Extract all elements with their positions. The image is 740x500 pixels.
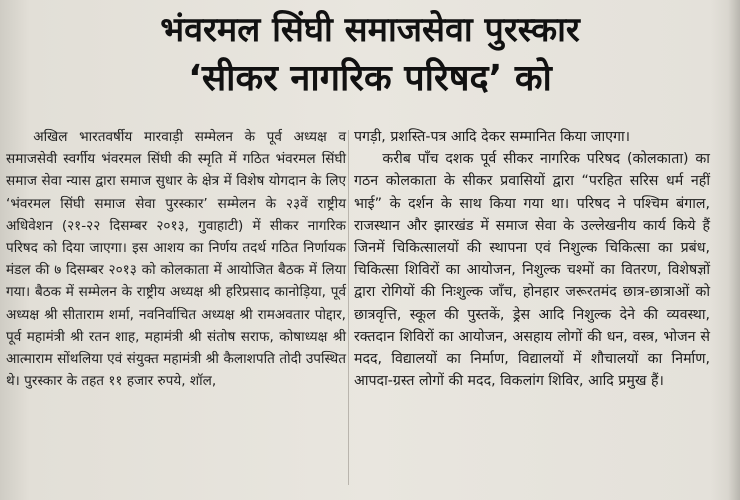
headline-line-1: भंवरमल सिंघी समाजसेवा पुरस्कार	[160, 10, 580, 50]
column-divider	[348, 130, 349, 485]
right-column-paragraph-2: करीब पाँच दशक पूर्व सीकर नागरिक परिषद (कोलकाता) का गठन कोलकाता के सीकर प्रवासियों द्वारा “परहित सरिस धर्म नहीं भाई” के दर्शन के साथ किया गया था। परिषद ने पश्चिम बंगाल, राजस्थान और झारखंड में समाज सेवा के उल्लेखनीय कार्य किये हैं जिनमें चिकित्सालयों की स्थापना एवं निशुल्क चिकित्सा का प्रबंध, चिकित्सा शिविरों का आयोजन, निशुल्क चश्मों का वितरण, विशेषज्ञों द्वारा रोगियों की निःशुल्क जाँच, होनहार जरूरतमंद छात्र-छात्राओं को छात्रवृत्ति, स्कूल की पुस्तकें, ड्रेस आदि निशुल्क देने की व्यवस्था, रक्तदान शिविरों का आयोजन, असहाय लोगों की धन, वस्त्र, भोजन से मदद, विद्यालयों का निर्माण, विद्यालयों में शौचालयों का निर्माण, आपदा-ग्रस्त लोगों की मदद, विकलांग शिविर, आदि प्रमुख हैं।	[354, 151, 710, 390]
left-column-text: अखिल भारतवर्षीय मारवाड़ी सम्मेलन के पूर्व अध्यक्ष व समाजसेवी स्वर्गीय भंवरमल सिंघी की स्मृति में गठित भंवरमल सिंघी समाज सेवा न्यास द्वारा समाज सुधार के क्षेत्र में विशेष योगदान के लिए ‘भंवरमल सिंघी समाज सेवा पुरस्कार’ सम्मेलन के २३वें राष्ट्रीय अधिवेशन (२१-२२ दिसम्बर २०१३, गुवाहाटी) में सीकर नागरिक परिषद को दिया जाएगा। इस आशय का निर्णय तदर्थ गठित निर्णायक मंडल की ७ दिसम्बर २०१३ को कोलकाता में आयोजित बैठक में लिया गया। बैठक में सम्मेलन के राष्ट्रीय अध्यक्ष श्री हरिप्रसाद कानोड़िया, पूर्व अध्यक्ष श्री सीताराम शर्मा, नवनिर्वाचित अध्यक्ष श्री रामअवतार पोद्दार, पूर्व महामंत्री श्री रतन शाह, महामंत्री श्री संतोष सराफ, कोषाध्यक्ष श्री आत्माराम सोंथलिया एवं संयुक्त महामंत्री श्री कैलाशपति तोदी उपस्थित थे। पुरस्कार के तहत ११ हजार रुपये, शॉल,	[6, 129, 346, 390]
headline	[0, 6, 740, 104]
right-column-paragraph-1: पगड़ी, प्रशस्ति-पत्र आदि देकर सम्मानित किया जाएगा।	[354, 129, 631, 145]
headline-line-2: ‘सीकर नागरिक परिषद’ को	[188, 58, 552, 99]
left-column	[6, 126, 346, 392]
right-column	[354, 126, 710, 392]
paper-edge-shadow	[728, 0, 740, 500]
